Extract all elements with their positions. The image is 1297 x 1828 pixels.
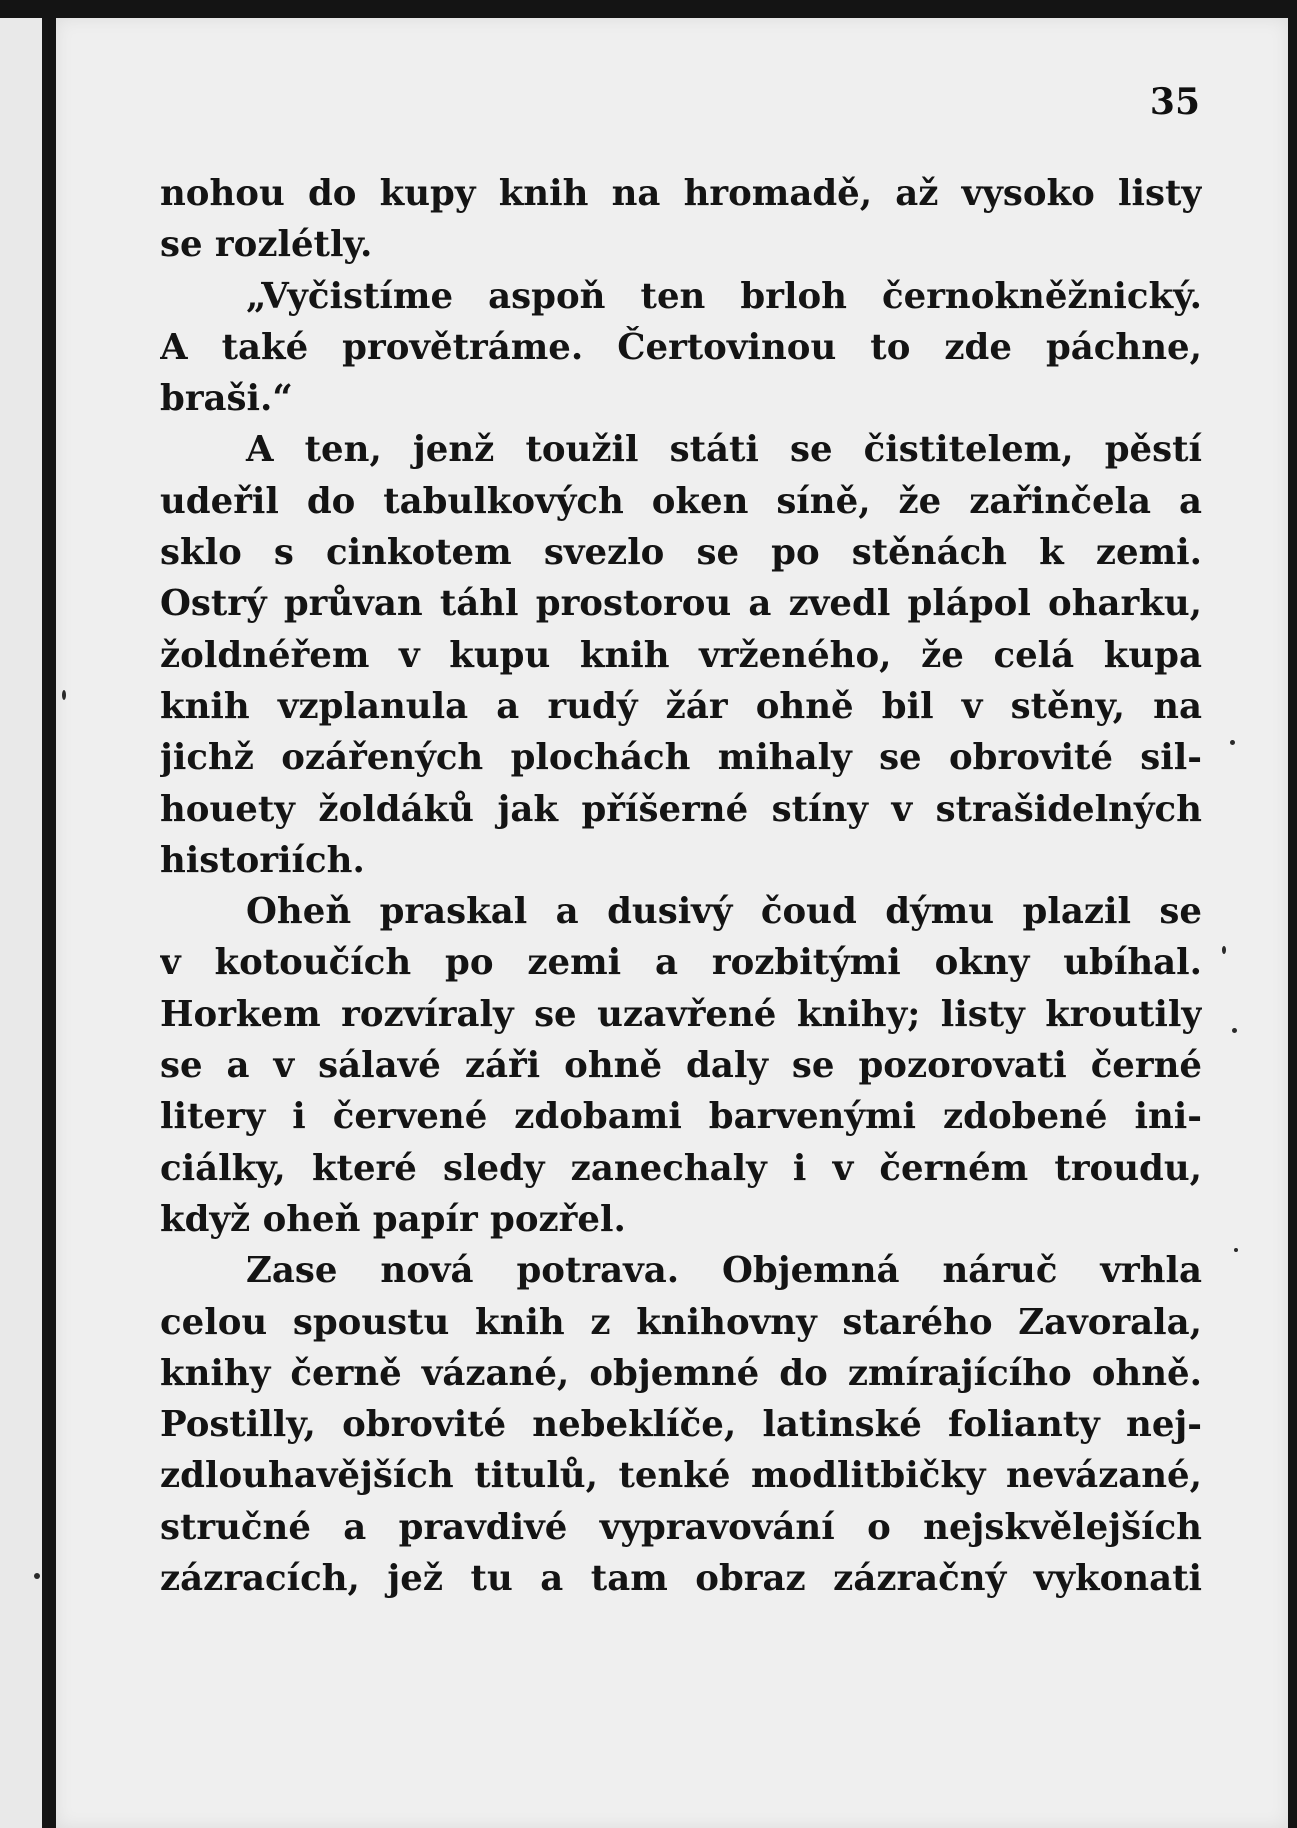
text-line: zázracích, jež tu a tam obraz zázračný vykonati bbox=[160, 1558, 1202, 1600]
print-speck bbox=[1230, 740, 1235, 745]
text-line: Ostrý průvan táhl prostorou a zvedl plápol oharku, bbox=[160, 583, 1202, 625]
text-line: se rozlétly. bbox=[160, 224, 373, 266]
print-speck bbox=[1232, 1028, 1237, 1033]
text-line: „Vyčistíme aspoň ten brloh černokněžnický. bbox=[246, 275, 1202, 317]
text-line: Horkem rozvíraly se uzavřené knihy; listy kroutily bbox=[160, 993, 1202, 1035]
text-line: Zase nová potrava. Objemná náruč vrhla bbox=[246, 1250, 1202, 1292]
text-line: historiích. bbox=[160, 839, 365, 881]
text-line: sklo s cinkotem svezlo se po stěnách k zemi. bbox=[160, 532, 1202, 574]
print-speck bbox=[1222, 946, 1226, 954]
text-line: žoldnéřem v kupu knih vrženého, že celá kupa bbox=[160, 634, 1202, 676]
text-line: litery i červené zdobami barvenými zdobené ini- bbox=[160, 1096, 1202, 1138]
text-line: stručné a pravdivé vypravování o nejskvělejších bbox=[160, 1506, 1202, 1548]
book-page bbox=[56, 18, 1288, 1828]
print-speck bbox=[62, 690, 66, 700]
page-number: 35 bbox=[1149, 81, 1200, 123]
text-line: knihy černě vázané, objemné do zmírajícího ohně. bbox=[160, 1352, 1202, 1394]
text-line: Oheň praskal a dusivý čoud dýmu plazil se bbox=[246, 891, 1202, 933]
text-line: nohou do kupy knih na hromadě, až vysoko listy bbox=[160, 173, 1202, 214]
text-line: Postilly, obrovité nebeklíče, latinské folianty nej- bbox=[160, 1404, 1202, 1446]
text-line: v kotoučích po zemi a rozbitými okny ubíhal. bbox=[160, 942, 1202, 984]
page-text bbox=[160, 168, 1202, 1604]
text-line: houety žoldáků jak příšerné stíny v strašidelných bbox=[160, 788, 1202, 830]
text-line: braši.“ bbox=[160, 378, 293, 420]
text-line: udeřil do tabulkových oken síně, že zařinčela a bbox=[160, 480, 1202, 522]
text-line: celou spoustu knih z knihovny starého Zavorala, bbox=[160, 1301, 1202, 1343]
text-line: A ten, jenž toužil státi se čistitelem, pěstí bbox=[246, 429, 1202, 471]
previous-page-edge bbox=[0, 18, 48, 1828]
print-speck bbox=[1234, 1248, 1238, 1252]
text-line: jichž ozářených plochách mihaly se obrovité sil- bbox=[160, 737, 1202, 779]
print-speck bbox=[34, 1573, 40, 1579]
text-line: ciálky, které sledy zanechaly i v černém troudu, bbox=[160, 1147, 1202, 1189]
text-line: knih vzplanula a rudý žár ohně bil v stěny, na bbox=[160, 685, 1202, 727]
text-line: se a v sálavé záři ohně daly se pozorovati černé bbox=[160, 1045, 1202, 1087]
text-line: zdlouhavějších titulů, tenké modlitbičky nevázané, bbox=[160, 1455, 1202, 1497]
text-line: A také provětráme. Čertovinou to zde páchne, bbox=[160, 326, 1202, 368]
text-line: když oheň papír pozřel. bbox=[160, 1198, 626, 1240]
